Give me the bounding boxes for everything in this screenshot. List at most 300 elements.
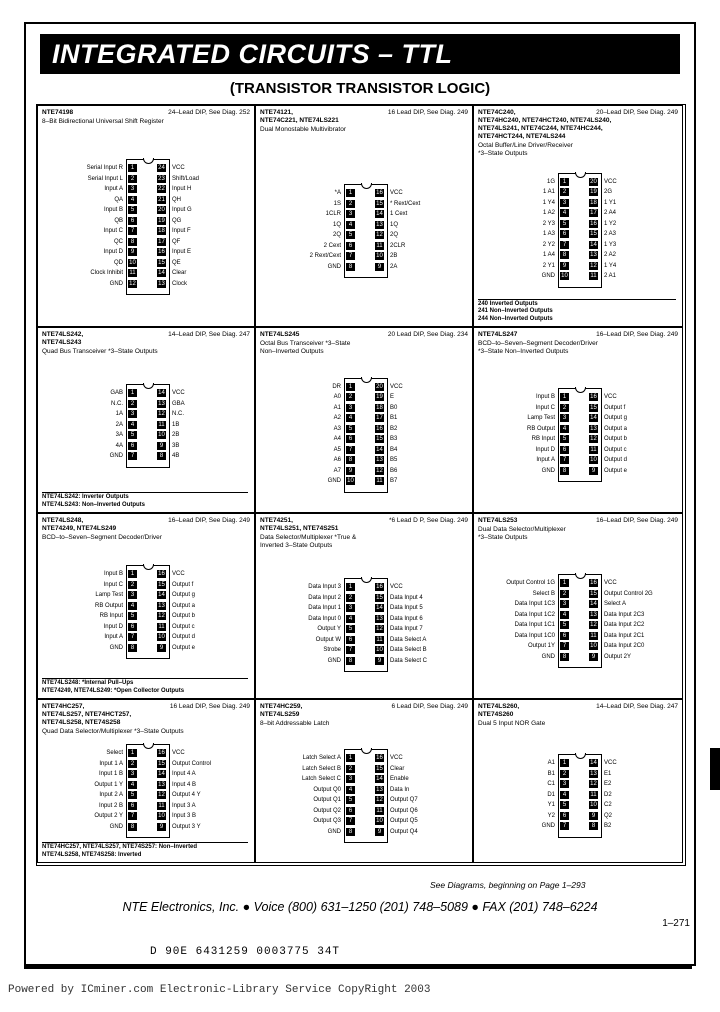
pin-label: VCC	[390, 584, 403, 590]
pin-number: 15	[376, 765, 383, 772]
pin-label: Clear	[172, 270, 187, 276]
pin-number: 16	[376, 190, 383, 196]
device-part-numbers: NTE74HC257, NTE74LS257, NTE74HCT257, NTE74LS258, NTE74S258	[42, 703, 132, 726]
pin-number: 11	[590, 446, 597, 453]
pin-number: 11	[158, 623, 165, 630]
pin-number: 6	[346, 807, 355, 815]
pin-label: Data Input 1	[308, 605, 341, 611]
pin-label: Output f	[172, 581, 194, 588]
pin-label: Input 3 A	[172, 802, 196, 809]
pin-label: VCC	[604, 178, 617, 185]
pin-label: 1Q	[390, 221, 399, 228]
device-description: Dual 5 Input NOR Gate	[478, 720, 546, 727]
pin-label: RB Output	[526, 425, 555, 432]
pin-number: 16	[158, 750, 165, 756]
pin-label: Data Input 1C0	[514, 632, 555, 639]
pin-label: 1 A2	[542, 210, 555, 217]
pin-number: 5	[128, 791, 137, 799]
pin-label: Output 2 Y	[94, 813, 123, 819]
pin-label: Y1	[547, 802, 555, 809]
pin-label: Output d	[172, 634, 196, 640]
pin-label: Latch Select A	[302, 755, 341, 761]
pin-number: 13	[158, 781, 165, 788]
pin-number: 11	[590, 791, 597, 798]
pin-label: Input A	[104, 634, 123, 640]
pin-label: VCC	[390, 190, 403, 196]
pin-number: 7	[346, 817, 355, 825]
pin-label: 1 Y4	[604, 262, 617, 269]
pin-number: 12	[158, 411, 165, 418]
pin-number: 20	[590, 178, 597, 185]
pin-number: 9	[346, 467, 355, 475]
pin-label: 2G	[604, 189, 613, 196]
pin-number: 12	[590, 622, 597, 628]
pin-number: 8	[346, 456, 355, 464]
package-info: 16–Lead DIP, See Diag. 249	[596, 517, 678, 524]
pin-label: GND	[541, 467, 555, 474]
pin-label: 1 Y1	[604, 199, 617, 206]
pin-number: 15	[158, 581, 165, 588]
pin-number: 7	[560, 822, 569, 830]
pin-label: Output Q4	[390, 828, 418, 835]
package-info: 14–Lead DIP, See Diag. 247	[168, 331, 250, 338]
pin-label: Data Input 2C2	[604, 622, 645, 628]
pin-number: 12	[590, 781, 597, 788]
datasheet-cell-nte74c240	[473, 105, 683, 327]
pin-label: GND	[327, 263, 341, 270]
pin-number: 1	[346, 583, 355, 591]
pin-number: 5	[128, 612, 137, 620]
pin-label: 2 Y3	[542, 220, 555, 227]
pin-label: VCC	[604, 580, 617, 586]
pin-number: 9	[375, 828, 384, 836]
pin-number: 11	[129, 270, 136, 276]
pin-number: 5	[346, 425, 355, 433]
pin-number: 15	[590, 404, 597, 411]
pin-number: 3	[128, 410, 137, 418]
pin-number: 6	[560, 632, 569, 640]
pin-number: 8	[346, 263, 355, 271]
pin-label: 2CLR	[390, 242, 406, 249]
dip-pinout-diagram	[474, 574, 683, 666]
pin-number: 9	[589, 467, 598, 475]
pin-number: 3	[346, 404, 355, 412]
edge-index-mark	[710, 748, 720, 790]
pin-label: 2 A3	[604, 231, 617, 238]
device-part-numbers: NTE74LS245	[260, 331, 300, 338]
pin-number: 10	[590, 802, 597, 809]
datasheet-cell-nte74ls245	[255, 327, 473, 513]
pin-label: C1	[547, 781, 555, 788]
pin-number: 2	[128, 175, 137, 183]
pin-number: 10	[590, 643, 597, 649]
pin-label: Input G	[172, 207, 192, 213]
pin-label: Input D	[103, 623, 123, 630]
datasheet-cell-nte74ls242	[37, 327, 255, 513]
pin-number: 15	[158, 259, 165, 266]
pin-label: GND	[541, 273, 555, 280]
pin-number: 3	[560, 414, 569, 422]
pin-number: 11	[158, 421, 165, 428]
pin-number: 14	[590, 601, 597, 607]
pin-label: VCC	[390, 755, 403, 761]
pin-label: 2 Cext	[323, 242, 341, 249]
pin-label: QE	[172, 259, 181, 266]
pin-label: Shift/Load	[172, 175, 200, 182]
pin-number: 19	[158, 217, 165, 224]
pin-number: 8	[157, 452, 166, 460]
pin-number: 14	[158, 390, 165, 397]
pin-label: 2 Y1	[542, 262, 555, 269]
pin-label: B1	[547, 770, 555, 777]
pin-number: 9	[157, 644, 166, 652]
pin-label: 3B	[172, 442, 180, 449]
pin-number: 5	[560, 621, 569, 629]
pin-label: Input B	[535, 394, 555, 400]
device-description: BCD–to–Seven–Segment Decoder/Driver	[42, 534, 162, 541]
pin-label: GND	[109, 453, 123, 460]
datasheet-grid	[36, 104, 686, 866]
pin-label: Select B	[532, 590, 555, 597]
datasheet-cell-nte74ls253	[473, 513, 683, 699]
pin-label: Data Select B	[390, 647, 427, 653]
pin-label: Data Input 2C0	[604, 643, 645, 649]
pin-number: 18	[158, 228, 165, 234]
pin-number: 9	[157, 442, 166, 450]
pin-label: Output Q6	[390, 807, 418, 814]
pin-number: 11	[376, 478, 383, 484]
device-part-numbers: NTE74HC259, NTE74LS259	[260, 703, 303, 718]
pin-number: 5	[346, 796, 355, 804]
device-part-numbers: NTE74LS248, NTE74249, NTE74LS249	[42, 517, 117, 532]
pin-number: 2	[560, 590, 569, 598]
device-description: Dual Data Selector/Multiplexer *3–State Outputs	[478, 526, 566, 541]
dip-pinout-diagram	[474, 754, 683, 836]
pin-label: 2B	[390, 253, 398, 259]
pin-label: Output 2Y	[604, 653, 632, 660]
pin-label: Data Input 2	[308, 594, 341, 601]
pin-number: 7	[346, 646, 355, 654]
pin-label: QG	[172, 217, 182, 224]
package-info: 16–Lead DIP, See Diag. 249	[596, 331, 678, 338]
device-part-numbers: NTE74LS247	[478, 331, 518, 338]
pin-number: 7	[560, 642, 569, 650]
pin-number: 4	[560, 425, 569, 433]
pin-number: 7	[560, 241, 569, 249]
pin-label: Input B	[103, 207, 123, 213]
pin-label: 1 Cext	[390, 211, 408, 217]
pin-number: 4	[128, 196, 137, 204]
pin-label: A3	[333, 425, 341, 432]
pin-label: Latch Select B	[302, 765, 341, 772]
pin-label: Output W	[315, 636, 341, 643]
package-info: 16 Lead DIP, See Diag. 249	[169, 703, 250, 710]
pin-number: 8	[560, 251, 569, 259]
pin-number: 16	[158, 249, 165, 255]
pin-number: 1	[128, 749, 137, 757]
pin-label: VCC	[172, 390, 185, 397]
pin-number: 7	[128, 633, 137, 641]
pin-number: 4	[560, 209, 569, 217]
pin-number: 8	[560, 653, 569, 661]
pin-number: 14	[590, 241, 597, 248]
page-subtitle: (TRANSISTOR TRANSISTOR LOGIC)	[229, 80, 491, 97]
pin-number: 2	[128, 760, 137, 768]
pin-label: Input C	[103, 581, 123, 588]
pin-label: Lamp Test	[95, 592, 123, 598]
pin-label: QH	[172, 196, 181, 203]
pin-number: 5	[128, 431, 137, 439]
pin-number: 4	[346, 414, 355, 422]
pin-number: 9	[375, 263, 384, 271]
pin-label: Output Q2	[313, 807, 341, 814]
pin-number: 13	[590, 425, 597, 432]
pin-number: 13	[590, 611, 597, 618]
pin-number: 6	[128, 623, 137, 631]
pin-label: Data Input 1C1	[514, 622, 555, 628]
device-description: Data Selector/Multiplexer *True & Inverted 3–State Outputs	[260, 534, 357, 549]
pin-number: 10	[376, 253, 383, 259]
pin-number: 14	[376, 605, 383, 611]
pin-label: RB Input	[99, 613, 123, 619]
pin-label: Select	[106, 750, 123, 756]
pin-number: 14	[376, 211, 383, 217]
pin-label: Output a	[172, 602, 196, 609]
pin-number: 21	[158, 196, 165, 203]
pin-label: 2A	[390, 263, 398, 270]
pin-label: Output g	[604, 415, 628, 421]
datasheet-cell-nte74121	[255, 105, 473, 327]
pin-label: Latch Select C	[301, 776, 341, 782]
pin-label: Data Input 4	[390, 594, 423, 601]
pin-label: Data Input 7	[390, 626, 423, 632]
pin-number: 6	[346, 242, 355, 250]
pin-label: N.C.	[172, 411, 184, 418]
pin-number: 2	[128, 581, 137, 589]
pin-label: Output 3 Y	[172, 823, 201, 830]
pin-label: QC	[114, 238, 123, 245]
pin-number: 9	[157, 823, 166, 831]
pin-number: 2	[346, 594, 355, 602]
pin-label: Output g	[172, 592, 196, 598]
pin-number: 6	[560, 812, 569, 820]
pin-number: 4	[346, 615, 355, 623]
pin-label: DR	[332, 383, 341, 390]
pin-label: E1	[604, 770, 612, 777]
package-info: 14–Lead DIP, See Diag. 247	[596, 703, 678, 710]
pin-number: 13	[376, 786, 383, 793]
pin-number: 15	[590, 590, 597, 597]
pin-number: 14	[158, 771, 165, 777]
pin-number: 2	[560, 404, 569, 412]
pin-label: B5	[390, 457, 398, 463]
pin-number: 15	[590, 231, 597, 238]
pin-label: Clock Inhibit	[90, 270, 123, 276]
pin-label: * Rext/Cext	[390, 200, 421, 207]
pin-number: 18	[376, 404, 383, 411]
pin-number: 1	[560, 759, 569, 767]
pin-label: Input D	[535, 446, 555, 453]
pin-label: Serial Input L	[87, 175, 123, 182]
pin-label: 1Q	[332, 221, 341, 228]
pin-number: 13	[158, 602, 165, 609]
pin-label: 1 Y3	[604, 241, 617, 248]
pin-number: 14	[158, 592, 165, 598]
pin-number: 8	[346, 828, 355, 836]
pin-number: 16	[590, 580, 597, 586]
pin-label: C2	[604, 802, 612, 809]
pin-number: 5	[560, 435, 569, 443]
pin-label: Input 2 B	[98, 802, 123, 809]
pin-label: A0	[333, 394, 341, 400]
pin-number: 9	[589, 812, 598, 820]
pin-number: 20	[376, 383, 383, 390]
pin-label: RB Input	[531, 436, 555, 442]
pin-label: 1B	[172, 421, 180, 428]
pin-label: GND	[541, 653, 555, 660]
pin-number: 10	[376, 818, 383, 824]
pin-number: 5	[128, 206, 137, 214]
pin-number: 7	[128, 812, 137, 820]
pin-number: 11	[590, 632, 597, 639]
pin-number: 8	[128, 644, 137, 652]
pin-number: 12	[129, 280, 136, 287]
pin-number: 3	[128, 185, 137, 193]
pin-label: B1	[390, 415, 398, 421]
pin-label: 1G	[546, 178, 555, 185]
device-description: Quad Bus Transceiver *3–State Outputs	[42, 348, 158, 355]
pin-number: 7	[346, 446, 355, 454]
dip-pinout-diagram	[38, 384, 255, 466]
pin-label: 3A	[115, 432, 123, 439]
pin-number: 10	[376, 647, 383, 653]
pin-label: Output e	[172, 644, 196, 651]
pin-label: Input A	[104, 186, 123, 192]
pin-number: 9	[589, 653, 598, 661]
pin-label: Output e	[604, 467, 628, 474]
pin-number: 10	[129, 259, 136, 266]
pin-label: Q2	[604, 812, 613, 819]
pin-number: 11	[376, 636, 383, 643]
pin-number: 9	[375, 657, 384, 665]
package-info: 16–Lead DIP, See Diag. 249	[168, 517, 250, 524]
device-footnote: NTE74HC257, NTE74LS257, NTE74S257: Non–Inverted NTE74LS258, NTE74S258: Inverted	[42, 842, 248, 859]
pin-label: GND	[109, 823, 123, 830]
pin-number: 4	[560, 791, 569, 799]
pin-label: Enable	[390, 776, 409, 782]
datasheet-cell-nte74251	[255, 513, 473, 699]
dip-pinout-diagram	[256, 749, 473, 841]
pin-label: Input F	[172, 228, 191, 234]
pin-number: 18	[590, 199, 597, 206]
pin-label: Input E	[172, 249, 192, 255]
pin-label: GND	[327, 828, 341, 835]
package-info: 20–Lead DIP, See Diag. 249	[596, 109, 678, 116]
footer-rule	[24, 966, 692, 969]
pin-label: Input B	[103, 571, 123, 577]
pin-number: 10	[590, 457, 597, 463]
pin-label: Data Input 2C3	[604, 611, 645, 618]
pin-label: A6	[333, 457, 341, 463]
pin-label: Input 3 B	[172, 813, 197, 819]
pin-label: 1 A1	[542, 189, 555, 196]
pin-number: 13	[158, 280, 165, 287]
pin-number: 5	[346, 231, 355, 239]
pin-number: 11	[376, 807, 383, 814]
pin-number: 11	[376, 242, 383, 249]
pin-number: 2	[346, 200, 355, 208]
pin-number: 4	[346, 786, 355, 794]
pin-label: Input 4 A	[172, 771, 196, 777]
pin-number: 6	[346, 636, 355, 644]
pin-number: 12	[590, 436, 597, 442]
pin-number: 4	[346, 221, 355, 229]
pin-number: 12	[158, 792, 165, 798]
pin-label: Output Control	[172, 760, 212, 767]
pin-label: Input 2 A	[99, 792, 123, 798]
pin-label: Lamp Test	[527, 415, 555, 421]
device-part-numbers: NTE74251, NTE74LS251, NTE74S251	[260, 517, 339, 532]
pin-number: 15	[158, 760, 165, 767]
pin-label: 2Q	[332, 232, 341, 238]
pin-label: Output Control 2G	[604, 590, 653, 597]
pin-label: Data In	[390, 786, 410, 793]
pin-number: 6	[560, 446, 569, 454]
device-description: Octal Bus Transceiver *3–State Non–Inverted Outputs	[260, 340, 351, 355]
pin-label: E	[390, 394, 395, 400]
pin-label: Strobe	[323, 647, 341, 653]
pin-label: Input 4 B	[172, 781, 197, 788]
device-part-numbers: NTE74C240, NTE74HC240, NTE74HCT240, NTE74LS240, NTE74LS241, NTE74C244, NTE74HC244, NTE74HCT244, NTE74LS244	[478, 109, 612, 140]
pin-label: B2	[390, 425, 398, 432]
pin-number: 5	[560, 801, 569, 809]
pin-label: VCC	[604, 394, 617, 400]
pin-number: 14	[590, 415, 597, 421]
pin-number: 22	[158, 186, 165, 192]
pin-label: Data Input 5	[390, 605, 423, 611]
package-info: 24–Lead DIP, See Diag. 252	[168, 109, 250, 116]
pin-number: 17	[376, 415, 383, 421]
pin-number: 10	[158, 813, 165, 819]
pin-number: 3	[560, 199, 569, 207]
pin-number: 6	[560, 230, 569, 238]
pin-label: Data Select C	[390, 657, 428, 664]
device-part-numbers: NTE74LS242, NTE74LS243	[42, 331, 84, 346]
pin-label: Output Q1	[313, 797, 341, 803]
pin-number: 6	[128, 802, 137, 810]
pin-number: 16	[376, 755, 383, 761]
pin-label: Data Input 3	[308, 584, 341, 590]
device-part-numbers: NTE74LS253	[478, 517, 518, 524]
powered-by-note: Powered by ICminer.com Electronic-Library Service CopyRight 2003	[8, 984, 431, 996]
device-part-numbers: NTE74121, NTE74C221, NTE74LS221	[260, 109, 339, 124]
pin-number: 13	[590, 252, 597, 259]
pin-label: Output Control 1G	[506, 580, 555, 586]
pin-number: 12	[376, 626, 383, 632]
pin-label: 1 A3	[542, 231, 555, 238]
pin-number: 14	[376, 776, 383, 782]
pin-label: 1 Y4	[542, 199, 555, 206]
device-description: Octal Buffer/Line Driver/Receiver *3–State Outputs	[478, 142, 573, 157]
pin-number: 3	[346, 775, 355, 783]
pin-number: 3	[560, 600, 569, 608]
pin-number: 13	[158, 400, 165, 407]
pin-number: 16	[590, 220, 597, 227]
pin-number: 10	[158, 432, 165, 439]
pin-label: 1CLR	[325, 211, 341, 217]
pin-label: Output c	[172, 623, 195, 630]
datasheet-cell-nte74hc259	[255, 699, 473, 863]
